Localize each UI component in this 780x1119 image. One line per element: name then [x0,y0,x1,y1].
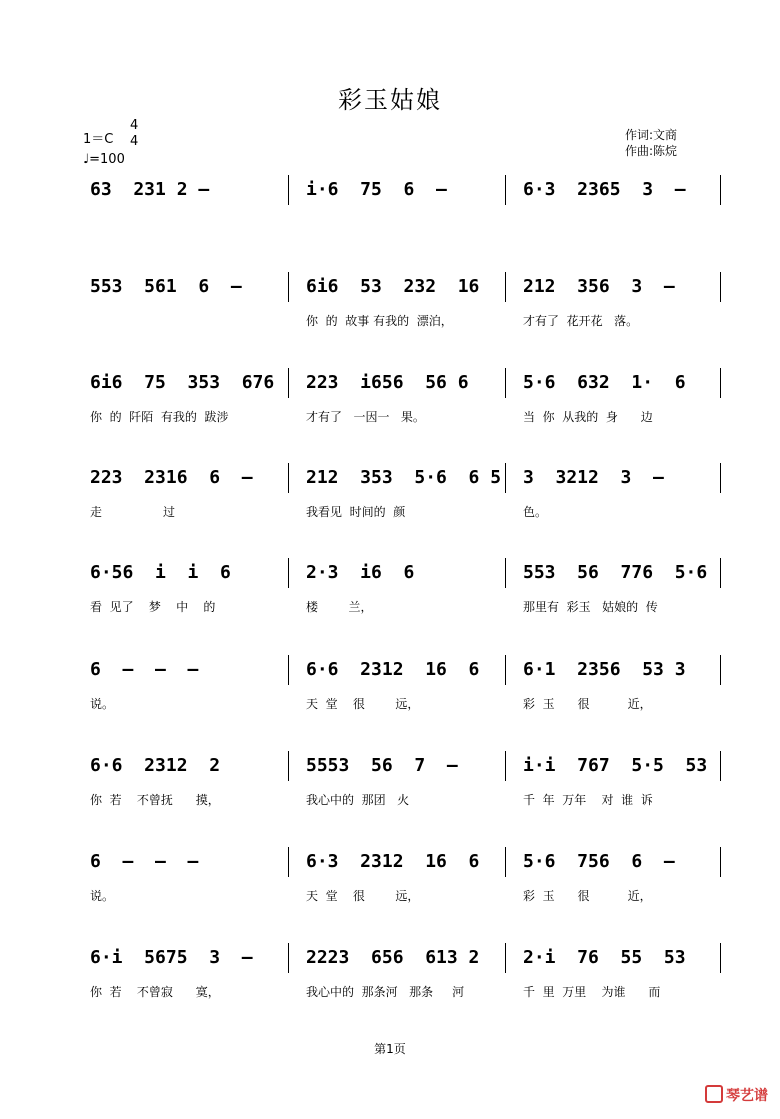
barline [288,272,289,302]
barline [505,175,506,205]
barline [720,847,721,877]
time-signature-top: 4 [130,118,139,133]
measure-notes: 6·56 i i 6 [90,562,231,583]
measure-notes: 2·i 76 55 53 [523,947,686,968]
barline [288,655,289,685]
measure-notes: 212 353 5·6 6 5 [306,467,502,488]
measure-notes: 553 561 6 – [90,276,242,297]
measure-notes: 223 2316 6 – [90,467,253,488]
score-row [0,368,780,438]
logo-icon [705,1085,723,1103]
measure-lyrics: 那里有 彩玉 姑娘的 传 [523,600,658,614]
page-number: 第1页 [374,1042,406,1056]
barline [505,558,506,588]
measure-lyrics: 当 你 从我的 身 边 [523,410,653,424]
measure-lyrics: 你 的 故事 有我的 漂泊， [306,314,453,328]
barline [505,463,506,493]
measure-lyrics: 楼 兰， [306,600,373,614]
barline [505,847,506,877]
time-signature-bottom: 4 [130,134,139,149]
measure-notes: i·6 75 6 – [306,179,447,200]
measure-notes: 6·6 2312 16 6 [306,659,480,680]
measure-notes: 6i6 53 232 16 [306,276,480,297]
measure-lyrics: 你 若 不曾抚 摸， [90,793,220,807]
score-row [0,463,780,533]
measure-notes: 5·6 756 6 – [523,851,675,872]
score-row [0,655,780,725]
credits [625,127,677,159]
measure-lyrics: 看 见了 梦 中 的 [90,600,216,614]
barline [288,847,289,877]
measure-notes: 553 56 776 5·6 [523,562,708,583]
barline [288,558,289,588]
measure-lyrics: 你 的 阡陌 有我的 跋涉 [90,410,229,424]
measure-notes: 6·1 2356 53 3 [523,659,686,680]
measure-notes: 2223 656 613 2 [306,947,480,968]
barline [720,272,721,302]
score-row [0,943,780,1013]
logo [705,1085,768,1105]
measure-lyrics: 你 若 不曾寂 寞， [90,985,220,999]
tempo-marking: ♩=100 [83,152,125,167]
barline [720,368,721,398]
barline [505,368,506,398]
measure-lyrics: 我看见 时间的 颜 [306,505,406,519]
barline [720,175,721,205]
barline [288,175,289,205]
measure-notes: 6·i 5675 3 – [90,947,253,968]
barline [288,751,289,781]
measure-lyrics: 我心中的 那团 火 [306,793,410,807]
measure-lyrics: 天 堂 很 远， [306,697,420,711]
measure-lyrics: 我心中的 那条河 那条 河 [306,985,465,999]
measure-lyrics: 千 里 万里 为谁 而 [523,985,661,999]
measure-notes: 6i6 75 353 676 [90,372,275,393]
measure-lyrics: 说。 [90,697,115,711]
measure-notes: 63 231 2 – [90,179,210,200]
barline [720,751,721,781]
score-row [0,847,780,917]
measure-lyrics: 才有了 花开花 落。 [523,314,639,328]
measure-lyrics: 彩 玉 很 近， [523,697,652,711]
song-title: 彩玉姑娘 [338,86,442,114]
logo-text: 琴艺谱 [726,1088,768,1104]
lyricist: 作词:文商 [625,128,678,142]
measure-lyrics: 色。 [523,505,548,519]
measure-notes: 6·3 2365 3 – [523,179,686,200]
measure-notes: 6 – – – [90,659,199,680]
score-row [0,175,780,245]
measure-lyrics: 天 堂 很 远， [306,889,420,903]
barline [720,655,721,685]
key-signature: 1＝C [83,132,114,147]
barline [505,751,506,781]
measure-lyrics: 说。 [90,889,115,903]
barline [288,368,289,398]
barline [720,943,721,973]
measure-notes: 212 356 3 – [523,276,675,297]
barline [505,655,506,685]
barline [720,558,721,588]
barline [288,463,289,493]
score-row [0,751,780,821]
measure-notes: 2·3 i6 6 [306,562,415,583]
measure-notes: 3 3212 3 – [523,467,664,488]
measure-notes: 6·3 2312 16 6 [306,851,480,872]
measure-notes: i·i 767 5·5 53 [523,755,708,776]
measure-notes: 6 – – – [90,851,199,872]
barline [288,943,289,973]
barline [505,943,506,973]
barline [720,463,721,493]
measure-lyrics: 才有了 一因一 果。 [306,410,425,424]
measure-notes: 223 i656 56 6 [306,372,469,393]
score-row [0,558,780,628]
measure-notes: 5·6 632 1· 6 [523,372,686,393]
score-row [0,272,780,342]
measure-lyrics: 走 过 [90,505,176,519]
measure-lyrics: 彩 玉 很 近， [523,889,652,903]
measure-notes: 5553 56 7 – [306,755,458,776]
barline [505,272,506,302]
composer: 作曲:陈烷 [625,144,678,158]
time-signature [130,118,138,150]
measure-notes: 6·6 2312 2 [90,755,221,776]
measure-lyrics: 千 年 万年 对 谁 诉 [523,793,653,807]
